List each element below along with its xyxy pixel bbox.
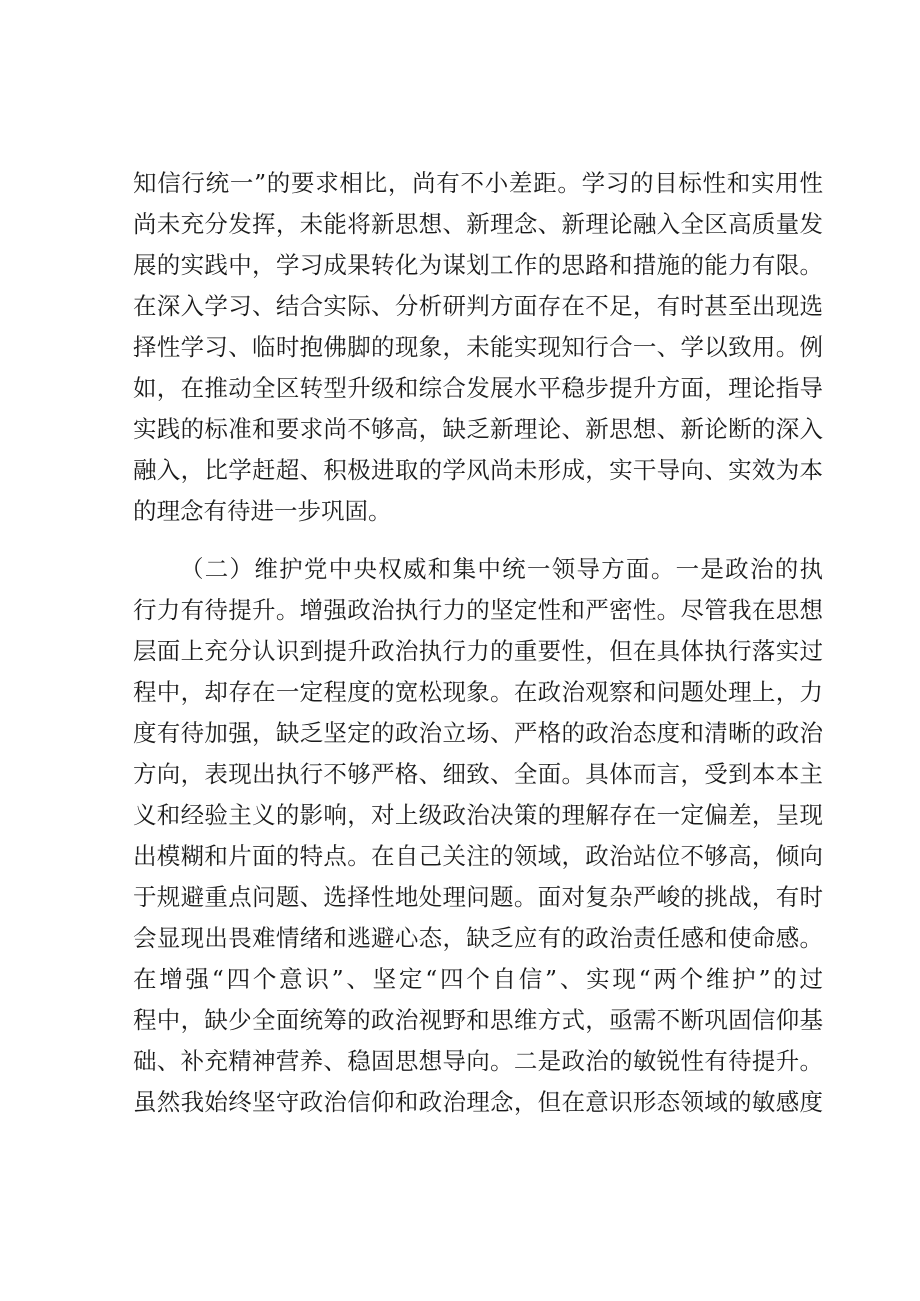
- text-line: 于规避重点问题、选择性地处理问题。面对复杂严峻的挑战，有时: [133, 883, 823, 911]
- text-line: 方向，表现出执行不够严格、细致、全面。具体而言，受到本本主: [133, 760, 823, 788]
- text-line: 程中，缺少全面统筹的政治视野和思维方式，亟需不断巩固信仰基: [133, 1006, 823, 1034]
- text-line: 虽然我始终坚守政治信仰和政治理念，但在意识形态领域的敏感度: [133, 1088, 823, 1116]
- text-line: 尚未充分发挥，未能将新思想、新理念、新理论融入全区高质量发: [133, 210, 823, 238]
- paragraph-learning-gaps: [133, 163, 823, 532]
- text-line: 展的实践中，学习成果转化为谋划工作的思路和措施的能力有限。: [133, 251, 823, 279]
- text-line: 出模糊和片面的特点。在自己关注的领域，政治站位不够高，倾向: [133, 842, 823, 870]
- text-line: 在深入学习、结合实际、分析研判方面存在不足，有时甚至出现选: [133, 292, 823, 320]
- paragraph-party-leadership: [133, 549, 823, 1123]
- text-line: 的理念有待进一步巩固。: [133, 497, 392, 525]
- text-line: 度有待加强，缺乏坚定的政治立场、严格的政治态度和清晰的政治: [133, 719, 823, 747]
- text-line: 会显现出畏难情绪和逃避心态，缺乏应有的政治责任感和使命感。: [133, 924, 823, 952]
- text-line: 义和经验主义的影响，对上级政治决策的理解存在一定偏差，呈现: [133, 801, 823, 829]
- text-line: 如，在推动全区转型升级和综合发展水平稳步提升方面，理论指导: [133, 374, 823, 402]
- text-line: 实践的标准和要求尚不够高，缺乏新理论、新思想、新论断的深入: [133, 415, 823, 443]
- text-line: 程中，却存在一定程度的宽松现象。在政治观察和问题处理上，力: [133, 678, 823, 706]
- section-heading-line: （二）维护党中央权威和集中统一领导方面。一是政治的执: [180, 555, 823, 583]
- text-line: 融入，比学赶超、积极进取的学风尚未形成，实干导向、实效为本: [133, 456, 823, 484]
- text-line: 础、补充精神营养、稳固思想导向。二是政治的敏锐性有待提升。: [133, 1047, 823, 1075]
- text-line: 择性学习、临时抱佛脚的现象，未能实现知行合一、学以致用。例: [133, 333, 823, 361]
- text-line: 行力有待提升。增强政治执行力的坚定性和严密性。尽管我在思想: [133, 596, 823, 624]
- text-line: 知信行统一”的要求相比，尚有不小差距。学习的目标性和实用性: [133, 169, 823, 197]
- text-line: 层面上充分认识到提升政治执行力的重要性，但在具体执行落实过: [133, 637, 823, 665]
- text-line: 在增强“四个意识”、坚定“四个自信”、实现“两个维护”的过: [133, 965, 823, 993]
